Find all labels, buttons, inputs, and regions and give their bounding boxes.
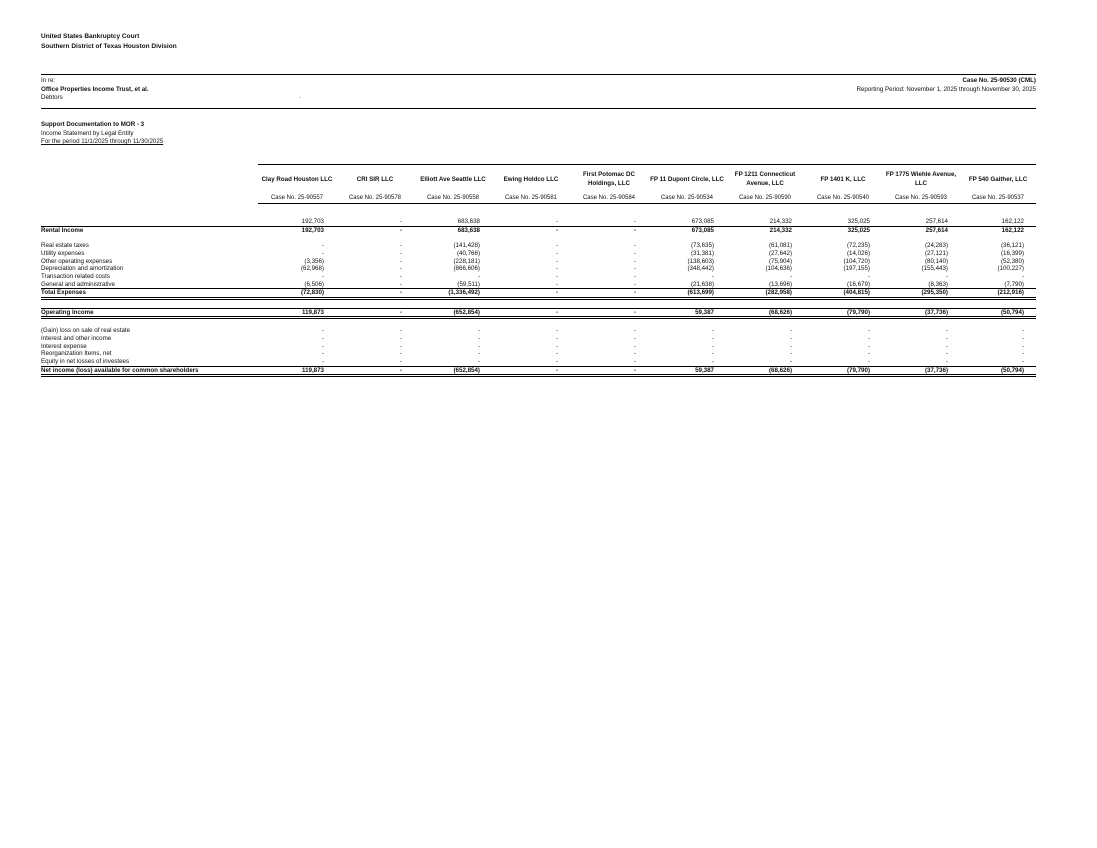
row-value: (1,336,492) (414, 289, 492, 299)
row-value: - (555, 327, 558, 335)
row-value: 192,703 (301, 218, 324, 225)
row-value: (6,506) (304, 280, 324, 288)
row-value: - (633, 350, 636, 358)
row-value: - (321, 342, 324, 350)
gain-loss-sale-row (41, 327, 1036, 335)
row-value: - (1021, 327, 1024, 335)
row-value: - (321, 242, 324, 250)
entity-header-row (41, 165, 1036, 194)
row-value: - (336, 308, 414, 318)
row-label: Operating Income (41, 308, 258, 318)
row-label (41, 218, 258, 226)
row-value: (404,815) (804, 289, 882, 299)
row-value: (79,790) (804, 366, 882, 376)
entity-case-number: Case No. 25-90557 (258, 193, 336, 204)
row-value: (36,121) (1000, 242, 1024, 250)
row-value: (155,443) (921, 265, 948, 273)
row-value: 192,703 (258, 226, 336, 234)
interest-other-income-row (41, 335, 1036, 343)
row-value: - (711, 342, 714, 350)
row-value: - (570, 226, 648, 234)
row-value: (68,626) (726, 366, 804, 376)
row-value: (37,736) (882, 308, 960, 318)
row-label: (Gain) loss on sale of real estate (41, 327, 131, 335)
row-value: - (633, 257, 636, 265)
row-value: (295,350) (882, 289, 960, 299)
row-value: (59,511) (457, 280, 480, 288)
row-value: - (555, 218, 558, 225)
row-value: 162,122 (1001, 218, 1024, 225)
entity-name-header: Ewing Holdco LLC (492, 165, 570, 194)
entity-case-number: Case No. 25-90537 (960, 193, 1036, 204)
entity-name-header: FP 540 Gaither, LLC (960, 165, 1036, 194)
row-value: 214,332 (726, 226, 804, 234)
row-value: 683,638 (457, 218, 480, 225)
document-title: Support Documentation to MOR - 3 (41, 121, 145, 128)
row-value: (14,026) (846, 249, 870, 257)
row-value: 325,025 (847, 218, 870, 225)
row-value: - (1021, 357, 1024, 365)
row-value: - (492, 226, 570, 234)
row-value: (141,428) (453, 242, 480, 250)
row-value: - (399, 272, 402, 280)
entity-case-number: Case No. 25-90584 (570, 193, 648, 204)
header-spacer (41, 165, 258, 194)
row-value: - (711, 334, 714, 342)
row-value: - (711, 357, 714, 365)
row-value: (16,399) (1000, 249, 1024, 257)
row-value: (50,794) (960, 308, 1036, 318)
row-value: - (399, 280, 402, 288)
row-value: (16,679) (846, 280, 870, 288)
row-value: (866,606) (453, 265, 480, 273)
row-value: - (399, 327, 402, 335)
row-value: - (555, 242, 558, 250)
row-value: - (399, 342, 402, 350)
row-value: - (945, 342, 948, 350)
row-value: - (867, 334, 870, 342)
row-value: (37,736) (882, 366, 960, 376)
row-value: - (633, 357, 636, 365)
row-value: - (399, 357, 402, 365)
spacer-row (41, 234, 1036, 242)
document-subtitle: Income Statement by Legal Entity (41, 129, 134, 137)
entity-name-header: CRI SIR LLC (336, 165, 414, 194)
row-value: 257,614 (925, 218, 948, 225)
row-value: - (399, 334, 402, 342)
row-value: - (321, 357, 324, 365)
net-income-row (41, 366, 1036, 376)
row-value: - (492, 289, 570, 299)
row-value: 59,387 (648, 366, 726, 376)
case-spacer (41, 193, 258, 204)
header-top-rule (41, 74, 1036, 75)
row-value: (68,626) (726, 308, 804, 318)
entity-name-header: Clay Road Houston LLC (258, 165, 336, 194)
row-value: - (1021, 334, 1024, 342)
row-value: (79,790) (804, 308, 882, 318)
transaction-costs-row (41, 273, 1036, 281)
row-value: (73,635) (690, 242, 714, 250)
row-value: (282,958) (726, 289, 804, 299)
row-value: 59,387 (648, 308, 726, 318)
row-value: - (633, 327, 636, 335)
row-value: 119,873 (258, 366, 336, 376)
case-number: Case No. 25-90530 (CML) (962, 77, 1036, 84)
row-value: - (477, 334, 480, 342)
row-value: - (789, 342, 792, 350)
row-value: - (867, 327, 870, 335)
row-value: (652,854) (414, 308, 492, 318)
row-value: (62,968) (300, 265, 324, 273)
row-value: - (492, 366, 570, 376)
row-value: (75,904) (768, 257, 792, 265)
row-value: (52,380) (1000, 257, 1024, 265)
row-value: - (633, 265, 636, 273)
row-value: - (945, 357, 948, 365)
rental-income-row (41, 226, 1036, 234)
row-value: - (570, 366, 648, 376)
row-value: - (492, 308, 570, 318)
reorganization-row (41, 350, 1036, 358)
row-value: - (711, 350, 714, 358)
row-label: Real estate taxes (41, 242, 89, 250)
row-value: - (867, 342, 870, 350)
row-value: - (1021, 342, 1024, 350)
debtor-name: Office Properties Income Trust, et al. (41, 85, 149, 93)
row-value: - (945, 350, 948, 358)
row-value: 119,873 (258, 308, 336, 318)
row-value: - (711, 272, 714, 280)
row-value: - (633, 249, 636, 257)
row-value: - (633, 272, 636, 280)
operating-income-row (41, 308, 1036, 318)
entity-name-header: FP 1401 K, LLC (804, 165, 882, 194)
row-value: - (633, 242, 636, 250)
court-division: Southern District of Texas Houston Division (41, 43, 177, 50)
row-value: - (867, 350, 870, 358)
row-label: General and administrative (41, 280, 115, 288)
debtors-label: Debtors (41, 94, 63, 101)
row-value: (197,155) (843, 265, 870, 273)
row-value: (104,720) (843, 257, 870, 265)
total-expenses-row (41, 289, 1036, 299)
row-value: - (633, 342, 636, 350)
row-value: (40,766) (456, 249, 480, 257)
row-value: - (399, 350, 402, 358)
reporting-period: Reporting Period: November 1, 2025 through November 30, 2025 (856, 85, 1036, 93)
spacer-row (41, 318, 1036, 327)
row-value: - (555, 357, 558, 365)
spacer-row (41, 204, 1036, 219)
row-value: - (321, 272, 324, 280)
row-value: - (789, 334, 792, 342)
row-value: (3,356) (304, 257, 324, 265)
row-value: (100,227) (997, 265, 1024, 273)
row-label: Utility expenses (41, 249, 85, 257)
case-number-row (41, 193, 1036, 204)
entity-case-number: Case No. 25-90534 (648, 193, 726, 204)
row-label: Other operating expenses (41, 257, 113, 265)
row-value: 257,614 (882, 226, 960, 234)
row-value: (27,121) (924, 249, 948, 257)
row-label: Reorganization Items, net (41, 350, 112, 358)
document-title-block (41, 121, 163, 147)
row-value: - (789, 357, 792, 365)
row-value: - (789, 272, 792, 280)
row-value: (31,381) (690, 249, 714, 257)
row-value: - (633, 334, 636, 342)
row-value: (613,699) (648, 289, 726, 299)
entity-case-number: Case No. 25-90540 (804, 193, 882, 204)
row-value: 162,122 (960, 226, 1036, 234)
row-value: - (1021, 272, 1024, 280)
entity-case-number: Case No. 25-90593 (882, 193, 960, 204)
row-value: - (867, 357, 870, 365)
header-bottom-rule (41, 108, 1036, 109)
row-value: - (399, 265, 402, 273)
real-estate-taxes-row (41, 242, 1036, 250)
entity-name-header: FP 1775 Wiehle Avenue, LLC (882, 165, 960, 194)
row-label: Interest and other income (41, 334, 112, 342)
row-value: - (867, 272, 870, 280)
row-value: - (321, 327, 324, 335)
in-re-block (41, 77, 149, 103)
row-value: - (789, 327, 792, 335)
row-value: - (555, 334, 558, 342)
entity-name-header: Elliott Ave Seattle LLC (414, 165, 492, 194)
row-value: - (555, 350, 558, 358)
row-value: (50,794) (960, 366, 1036, 376)
row-value: (61,081) (768, 242, 792, 250)
row-value: - (1021, 350, 1024, 358)
row-value: - (570, 289, 648, 299)
row-value: - (555, 257, 558, 265)
entity-name-header: First Potomac DC Holdings, LLC (570, 165, 648, 194)
row-value: 673,085 (648, 226, 726, 234)
entity-case-number: Case No. 25-90578 (336, 193, 414, 204)
spacer-row (41, 299, 1036, 309)
stray-dot: . (299, 94, 301, 100)
row-value: (8,363) (928, 280, 948, 288)
row-value: (24,283) (924, 242, 948, 250)
income-statement-table (41, 164, 1036, 377)
entity-name-header: FP 1211 Connecticut Avenue, LLC (726, 165, 804, 194)
row-value: - (477, 342, 480, 350)
equity-losses-row (41, 358, 1036, 366)
row-value: - (399, 249, 402, 257)
row-value: (72,235) (846, 242, 870, 250)
row-value: 673,085 (691, 218, 714, 225)
row-value: (212,916) (960, 289, 1036, 299)
entity-name-header: FP 11 Dupont Circle, LLC (648, 165, 726, 194)
entity-case-number: Case No. 25-90590 (726, 193, 804, 204)
row-label: Transaction related costs (41, 272, 110, 280)
row-value: 683,638 (414, 226, 492, 234)
entity-case-number: Case No. 25-90581 (492, 193, 570, 204)
row-value: - (321, 350, 324, 358)
row-value: - (321, 334, 324, 342)
rental-detail-row (41, 218, 1036, 226)
interest-expense-row (41, 343, 1036, 351)
row-label: Rental Income (41, 226, 258, 234)
utility-expenses-row (41, 250, 1036, 258)
row-value: - (336, 289, 414, 299)
row-value: 325,025 (804, 226, 882, 234)
row-value: (104,636) (765, 265, 792, 273)
row-value: (228,181) (453, 257, 480, 265)
row-value: - (399, 242, 402, 250)
depreciation-row (41, 265, 1036, 273)
row-value: - (399, 218, 402, 225)
row-value: - (336, 366, 414, 376)
row-value: (348,442) (687, 265, 714, 273)
row-value: - (336, 226, 414, 234)
row-label: Net income (loss) available for common shareholders (41, 366, 258, 376)
row-value: - (633, 280, 636, 288)
row-value: (21,638) (690, 280, 714, 288)
row-value: (7,790) (1004, 280, 1024, 288)
row-label: Depreciation and amortization (41, 265, 124, 273)
row-value: - (555, 280, 558, 288)
row-value: - (555, 342, 558, 350)
row-value: (13,696) (768, 280, 792, 288)
row-label: Interest expense (41, 342, 87, 350)
row-value: (72,830) (258, 289, 336, 299)
row-value: - (570, 308, 648, 318)
row-value: - (633, 218, 636, 225)
court-name: United States Bankruptcy Court (41, 33, 140, 40)
row-label: Equity in net losses of investees (41, 357, 130, 365)
row-value: - (399, 257, 402, 265)
row-value: (27,642) (768, 249, 792, 257)
court-heading (41, 32, 177, 52)
row-value: - (945, 327, 948, 335)
general-admin-row (41, 281, 1036, 289)
row-value: (652,854) (414, 366, 492, 376)
row-value: - (477, 357, 480, 365)
other-operating-expenses-row (41, 258, 1036, 266)
in-re-label: In re: (41, 77, 56, 84)
row-value: - (477, 327, 480, 335)
row-value: (138,603) (687, 257, 714, 265)
entity-case-number: Case No. 25-90558 (414, 193, 492, 204)
row-value: 214,332 (769, 218, 792, 225)
row-value: (80,140) (924, 257, 948, 265)
row-value: - (711, 327, 714, 335)
document-period: For the period 11/1/2025 through 11/30/2025 (41, 138, 164, 145)
case-block (856, 77, 1036, 94)
row-value: - (555, 272, 558, 280)
row-value: - (789, 350, 792, 358)
row-value: - (945, 334, 948, 342)
row-value: - (945, 272, 948, 280)
row-value: - (555, 249, 558, 257)
row-label: Total Expenses (41, 289, 258, 299)
row-value: - (321, 249, 324, 257)
row-value: - (477, 272, 480, 280)
row-value: - (555, 265, 558, 273)
row-value: - (477, 350, 480, 358)
